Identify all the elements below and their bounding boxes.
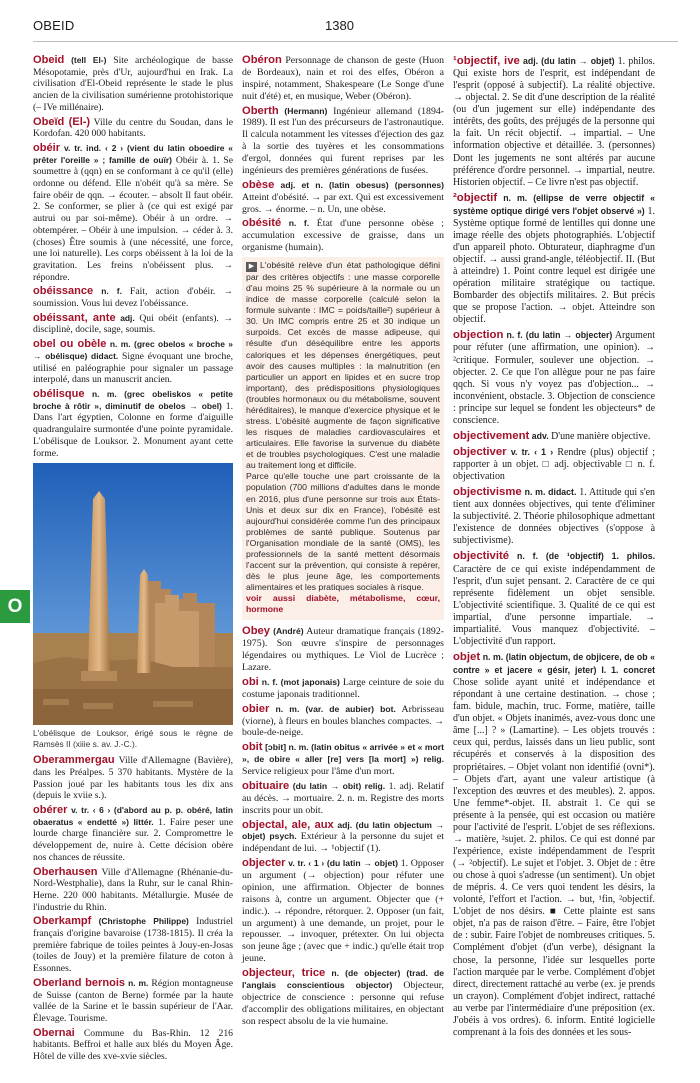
entry-definition: Signe évoquant une broche, utilisé en paléographie pour signaler un passage interpolé, dans un manuscrit ancien.: [33, 350, 233, 386]
entry-headword[interactable]: obier: [242, 702, 270, 715]
entry-headword[interactable]: Obeid: [33, 54, 65, 66]
entry-definition: Ingénieur allemand (1894-1989). Il est l'un des précurseurs de l'astronautique. Il calcula notamment les vitesses d'éjection des gaz à la sortie des tuyères et les consommations d'ergol, données qui furent reprises par les ingénieurs des premières générations de fusées.: [242, 105, 445, 176]
entry-definition: Ville du centre du Soudan, dans le Kordofan. 420 000 habitants.: [33, 116, 234, 140]
entry-headword[interactable]: ²objectif: [453, 191, 498, 204]
dictionary-entry: [453, 550, 655, 648]
entry-definition: Objecteur, objectrice de conscience : personne qui refuse d'accomplir des obligations militaires, en objectant son respect absolu de la vie humaine.: [242, 979, 444, 1027]
dictionary-entry: [242, 55, 444, 103]
entry-definition: Arbrisseau (viorne), à fleurs en boules blanches compactes. → boule-de-neige.: [242, 703, 444, 739]
entry-headword[interactable]: obésité: [242, 217, 282, 230]
entry-grammar: n. f.: [101, 286, 122, 297]
column-3: [453, 55, 655, 1042]
entry-definition: 1. Attitude qui s'en tient aux données objectives, qui tente d'éliminer la subjectivité. 2. Théorie philosophique admettant l'existence de données objectives (s'oppose à subjectivisme).: [453, 487, 655, 547]
dictionary-entry: [33, 1028, 233, 1063]
play-icon: ▶: [246, 262, 257, 272]
entry-definition: Chose solide ayant unité et indépendance et répondant à une certaine destination. → chose ; fam. bidule, machin, truc. Forme, matière, taille d'un objet. « Objets inanimés, avez-vous donc une âme [...] ? » (Lamartine). – Les objets trouvés : ceux qui, perdus, laissés dans un lieu public, sont récupérés et conservés à la disposition des propriétaires. – Objet volant non identifié (ovni*). – Objets d'art, ayant une valeur artistique (à l'exception des œuvres et des meubles). 2. appos. Une femme*-objet. II. abstrait 1. Ce qui se présente à la pensée, qui est occasion ou matière pour l'activité de l'esprit. L'objet de ses réflexions. → matière, ²sujet. 2. philos. Ce qui est donné par l'expérience, existe indépendamment de l'esprit (→ ²objectif). Le sujet et l'objet. 3. Objet de : être ou chose à quoi s'adresse (un sentiment). Un objet de mépris. 4. Ce vers quoi tendent les désirs, la volonté, l'effort et l'action. → but, ¹fin, ²objectif. L'objet de nos désirs. ■ Cette plainte est sans objet, n'a pas de raison d'être. – Faire, être l'objet de : subir. Faire l'objet de nombreuses critiques. 5. Complément d'objet (d'un verbe), désignant la chose, la personne, l'idée sur lesquelles porte l'action marquée par le verbe. Complément d'objet direct, directement rattaché au verbe (ex. je prends un crayon). Complément d'objet indirect, rattaché au verbe par l'intermédiaire d'une préposition (ex. J'obéis à vos ordres). 6. inform. Entité logicielle comprenant à la fois des données et les sous-: [453, 677, 655, 1038]
entry-headword[interactable]: obit: [242, 741, 263, 754]
dictionary-entry: [242, 704, 444, 740]
entry-headword[interactable]: objection: [453, 329, 504, 342]
entry-headword[interactable]: obélisque: [33, 387, 85, 400]
entry-headword[interactable]: objecter: [242, 857, 286, 870]
entry-headword[interactable]: Obernai: [33, 1026, 75, 1039]
dictionary-entry: [242, 742, 444, 778]
entry-grammar: adj. (du latin → objet): [522, 56, 615, 66]
entry-grammar: (du latin → obit) relig.: [292, 780, 386, 791]
entry-grammar: v. tr. ind. ‹ 2 › (vient du latin oboedire « prêter l'oreille » ; famille de ouïr): [33, 142, 234, 165]
entry-grammar: [ɔbit] n. m. (latin obitus « arrivée » et « mort », de obire « aller [re] vers [la mort] ») relig.: [242, 742, 445, 765]
dictionary-entry: [33, 805, 233, 864]
photo-caption: L'obélisque de Louksor, érigé sous le règne de Ramsès II (xiiie s. av. J.-C.).: [33, 728, 233, 749]
entry-grammar: n. m.: [128, 977, 149, 988]
dictionary-entry: [453, 651, 655, 1039]
dictionary-entry: [453, 446, 655, 483]
entry-headword[interactable]: Oberth: [242, 104, 279, 117]
entry-headword[interactable]: Oberland bernois: [33, 976, 126, 989]
entry-definition: Service religieux pour l'âme d'un mort.: [242, 766, 395, 778]
entry-headword[interactable]: ¹objectif, ive: [453, 55, 520, 67]
dictionary-entry: [242, 218, 444, 254]
entry-grammar: n. m. (grec obeliskos « petite broche à rôtir », diminutif de obelos → obel): [33, 388, 233, 411]
entry-definition: Auteur dramatique français (1892-1975). Son œuvre s'inspire de personnages légendaires ou mythiques. Le Viol de Lucrèce ; Lazare.: [242, 626, 444, 674]
entry-headword[interactable]: Oberhausen: [33, 865, 98, 878]
entry-definition: Fait, action d'obéir. → soumission. Vous lui devez l'obéissance.: [33, 286, 234, 310]
entry-definition: Rendre (plus) objectif ; rapporter à un objet. □ adj. objectivable □ n. f. objectivation: [453, 446, 656, 483]
entry-headword[interactable]: objectiver: [453, 445, 507, 458]
obelisk-photo: [33, 463, 233, 725]
dictionary-entry: [242, 180, 444, 216]
dictionary-entry: [33, 143, 233, 283]
entry-headword[interactable]: obérer: [33, 804, 68, 817]
entry-definition: Argument pour réfuter (une affirmation, une opinion). → ²critique. Formuler, soulever une objection. → objecter. 2. Ce que l'on allègue pour ne pas faire qqch. Si vous n'y voyez pas d'objection... → inconvénient, obstacle. 3. Objection de conscience : principe sur lequel se fondent les objecteurs* de conscience.: [453, 330, 655, 426]
dictionary-entry: [242, 858, 444, 965]
entry-headword[interactable]: objet: [453, 650, 481, 663]
column-1: [33, 55, 233, 1066]
entry-grammar: (Christophe Philippe): [98, 916, 189, 927]
letter-tab[interactable]: O: [0, 590, 30, 623]
entry-definition: Industriel français d'origine bavaroise (1738-1815). Il créa la première fabrique de toiles peintes à Jouy-en-Josas (toiles de Jouy) et la première filature de coton à Essonnes.: [33, 916, 234, 975]
header-rule: [33, 41, 678, 42]
entry-definition: État d'une personne obèse ; accumulation excessive de graisse, dans un organisme (humain).: [242, 218, 445, 254]
entry-grammar: (Hermann): [284, 105, 328, 116]
entry-definition: Atteint d'obésité. → par ext. Qui est excessivement gros. → énorme. – n. Un, une obèse.: [242, 191, 444, 215]
dictionary-entry: [453, 192, 655, 327]
entry-grammar: n. m. didact.: [524, 487, 577, 498]
entry-grammar: n. m. (grec obelos « broche » → obélisque) didact.: [33, 339, 234, 361]
entry-grammar: n. f.: [288, 218, 310, 229]
entry-grammar: adv.: [531, 430, 549, 441]
entry-headword[interactable]: Oberammergau: [33, 754, 115, 767]
dictionary-entry: [33, 978, 233, 1025]
dictionary-entry: [242, 968, 444, 1027]
note-text-2: Parce qu'elle touche une part croissante de la population (700 millions d'adultes dans le monde en 2016, plus d'une personne sur trois aux États-Unis et deux sur dix en France), l'obésité est aujourd'hui considérée comme l'un des principaux problèmes de santé publique. Soutenus par l'Organisation mondiale de la santé (OMS), les professionnels de la santé mettent désormais l'accent sur la prévention, qui consiste à repérer, dès le plus jeune âge, les comportements alimentaires et les pratiques sociales à risque.: [246, 471, 440, 593]
entry-definition: 1. Faire peser une lourde charge financière sur. 2. Compromettre le développement de, nuire à. Cette décision obère nos chances de réussite.: [33, 816, 234, 863]
entry-headword[interactable]: Obey: [242, 625, 270, 638]
entry-grammar: n. m. (var. de aubier) bot.: [275, 703, 396, 714]
column-2: [242, 55, 444, 1030]
entry-grammar: n. f. (de ¹objectif) 1. philos.: [517, 551, 655, 562]
entry-headword[interactable]: obituaire: [242, 779, 290, 792]
entry-headword[interactable]: obèse: [242, 178, 275, 191]
entry-grammar: n. m. (ellipse de verre objectif « système optique dirigé vers l'objet observé »): [453, 192, 656, 216]
entry-headword[interactable]: obi: [242, 675, 259, 688]
obesite-note-box: [242, 257, 444, 620]
entry-grammar: v. tr. ‹ 1 › (du latin → objet): [288, 858, 398, 869]
entry-grammar: adj. et n. (latin obesus) (personnes): [280, 179, 444, 190]
entry-definition: Qui obéit (enfants). → disciplinè, docile, sage, soumis.: [33, 312, 234, 336]
entry-grammar: n. f. (mot japonais): [261, 676, 340, 687]
entry-definition: 1. Dans l'art égyptien, Colonne en forme d'aiguille quadrangulaire surmontée d'une pointe pyramidale. L'obélisque de Louksor. 2. Monument ayant cette forme.: [33, 400, 233, 459]
dictionary-entry: [242, 781, 444, 817]
entry-definition: Personnage de chanson de geste (Huon de Bordeaux), nain et roi des elfes, Obéron a inspiré, notamment, Shakespeare (Le Songe d'une nuit d'été) et, en musique, Weber (Obéron).: [242, 55, 445, 102]
entry-headword[interactable]: Obeïd (El-): [33, 115, 91, 128]
entry-definition: Région montagneuse de Suisse (canton de Berne) formée par la haute vallée de la Sarine et le bassin supérieur de l'Aar. Élevage. Tourisme.: [33, 977, 234, 1024]
dictionary-entry: [453, 329, 655, 427]
dictionary-entry: [33, 867, 233, 914]
entry-definition: Site archéologique de basse Mésopotamie, près d'Ur, aujourd'hui en Irak. La civilisation d'El-Obeid représente le stade le plus ancien de la civilisation sumérienne protohistorique (– IVe millénaire).: [33, 55, 234, 113]
entry-headword[interactable]: Oberkampf: [33, 915, 92, 928]
page-number: 1380: [325, 18, 354, 33]
dictionary-entry: [453, 486, 655, 547]
entry-grammar: n. f. (du latin → objecter): [506, 330, 613, 341]
entry-definition: 1. adj. Relatif au décès. → mortuaire. 2. n. m. Registre des morts inscrits pour un obit.: [242, 780, 445, 816]
dictionary-entry: [33, 313, 233, 336]
entry-headword[interactable]: Obéron: [242, 54, 282, 66]
entry-grammar: n. m. (latin objectum, de objicere, de ob « contre » et jacere « gésir, jeter) I. 1. concret: [453, 651, 656, 675]
entry-grammar: v. tr. ‹ 6 › (d'abord au p. p. obéré, latin obaeratus « endetté ») littér.: [33, 805, 234, 827]
dictionary-entry: [33, 916, 233, 975]
see-also-links[interactable]: voir aussi diabète, métabolisme, cœur, hormone: [246, 593, 440, 615]
entry-definition: 1. Système optique formé de lentilles qui donne une image réelle des objets photographiés. L'objectif d'un appareil photo. Obturateur, diaphragme d'un objectif. → aussi grand-angle, téléobjectif. II. (But à atteindre) 1. Point contre lequel est dirigée une opération militaire stratégique ou tactique. Bombarder des objectifs militaires. 2. But précis que se propose l'action. → objet. Atteindre son objectif.: [453, 205, 655, 326]
entry-definition: Commune du Bas-Rhin. 12 216 habitants. Beffroi et halle aux blés du Moyen Âge. Hôtel de ville des xve-xvie siècles.: [33, 1027, 233, 1063]
page-header: [0, 0, 700, 50]
entry-headword[interactable]: obel ou obèle: [33, 338, 107, 351]
entry-headword[interactable]: objectivité: [453, 550, 510, 563]
entry-definition: D'une manière objective.: [551, 430, 651, 442]
entry-definition: Ville d'Allemagne (Bavière), dans les Préalpes. 5 370 habitants. Mystère de la Passion joué par les habitants tous les dix ans (depuis le xviie s.).: [33, 755, 233, 802]
dictionary-entry: [33, 55, 233, 114]
note-text: L'obésité relève d'un état pathologique défini par des critères objectifs : une masse corporelle d'au moins 25 % supérieure à la normale ou un indice de masse corporelle (calculé selon la formule suivante : IMC = poids/taille²) supérieur à 30. Un IMC compris entre 25 et 30 indique un surpoids. Cet excès de masse adipeuse, qui résulte d'un déséquilibre entre les apports caloriques et les dépenses énergétiques, peut avoir des causes multiples : la malnutrition (en particulier un apport en lipides et en sucre trop important), des prédispositions physiologiques (troubles hormonaux ou du métabolisme, souvent héréditaires), le manque d'exercice physique et le stress. L'obésité augmente de façon significative les risques de maladies cardiovasculaires et articulaires. Elle favorise la survenue du diabète et de troubles psychologiques. C'est une maladie au traitement long et difficile.: [246, 260, 440, 471]
entry-definition: Ville d'Allemagne (Rhénanie-du-Nord-Westphalie), dans la Ruhr, sur le canal Rhin-Herne. 220 000 habitants. Métallurgie. Musée de l'industrie du Rhin.: [33, 866, 234, 913]
entry-definition: 1. philos. Qui existe hors de l'esprit, est indépendant de l'esprit (opposé à subjectif). La réalité objective. → objectal. 2. Se dit d'une description de la réalité (ou d'un jugement sur elle) indépendante des intérêts, des goûts, des préjugés de la personne qui la fait. Un récit objectif. → impartial. – Une information objective et détaillée. 3. (personnes) Dont les jugements ne sont altérés par aucune préférence d'ordre personnel. → impartial, neutre. Historien objectif. – Ce livre n'est pas objectif.: [453, 56, 656, 188]
entry-headword[interactable]: objectivisme: [453, 486, 522, 499]
entry-grammar: (tell El-): [71, 55, 107, 65]
entry-definition: 1. Opposer un argument (→ objection) pour réfuter une opinion, une affirmation. Objecter de bonnes raisons à, contre un argument. Objecter que (+ indic.). → répondre, rétorquer. 2. Opposer (un fait, un argument) à une demande, un projet, pour le repousser. → invoquer, prétexter. On lui objecta son jeune âge ; (avec que + indic.) qu'elle était trop jeune.: [242, 858, 444, 965]
dictionary-entry: [33, 117, 233, 140]
dictionary-entry: [33, 339, 233, 386]
entry-definition: Extérieur à la personne du sujet et indépendant de lui. → ¹objectif (1).: [242, 831, 444, 855]
dictionary-entry: [33, 286, 233, 309]
dictionary-entry: [242, 677, 444, 701]
entry-grammar: adj.: [120, 312, 135, 323]
entry-headword[interactable]: objectal, ale, aux: [242, 818, 334, 831]
entry-headword[interactable]: obéissance: [33, 285, 94, 298]
entry-grammar: (André): [273, 626, 304, 637]
entry-definition: Caractère de ce qui existe indépendamment de l'esprit, d'un sujet pensant. 2. Caractère de ce qui représente fidèlement un objet sensible. L'objectivité scientifique. 3. Qualité de ce qui est impartial, d'une personne impartiale. → impartialité. Vous manquez d'objectivité. – L'objectivité d'un rapport.: [453, 563, 655, 647]
dictionary-entry: [453, 55, 655, 189]
entry-headword[interactable]: obéir: [33, 141, 61, 154]
dictionary-entry: [33, 389, 233, 459]
entry-grammar: adj. (du latin objectum → objet) psych.: [242, 819, 444, 842]
running-head-word: OBEID: [33, 18, 75, 33]
entry-headword[interactable]: obéissant, ante: [33, 311, 116, 324]
dictionary-entry: [242, 106, 444, 177]
entry-definition: Obéir à. 1. Se soumettre à (qqn) en se conformant à ce qu'il (elle) ordonne ou défend. Elle n'obéit qu'à sa mère. Se faire obéir de qqn. → écouter. – absolt Il faut obéir. 2. Se conformer, se plier à (ce qui est exigé par autrui ou par soi-même). Obéir à un ordre. → obtempérer. – Obéir à une impulsion. → céder à. 3. (choses) Être soumis à (une nécessité, une force, une loi naturelle). Les corps obéissent à la loi de la gravitation. Les freins n'obéissent plus. → répondre.: [33, 154, 234, 283]
entry-grammar: n. (de objecter) (trad. de l'anglais conscientious objector): [242, 968, 444, 990]
entry-headword[interactable]: objectivement: [453, 429, 530, 442]
entry-grammar: v. tr. ‹ 1 ›: [510, 446, 554, 457]
dictionary-entry: [242, 626, 444, 674]
entry-headword[interactable]: objecteur, trice: [242, 967, 326, 980]
entry-definition: Large ceinture de soie du costume japonais traditionnel.: [242, 676, 444, 700]
dictionary-entry: [453, 430, 655, 443]
dictionary-entry: [242, 820, 444, 856]
dictionary-entry: [33, 755, 233, 802]
